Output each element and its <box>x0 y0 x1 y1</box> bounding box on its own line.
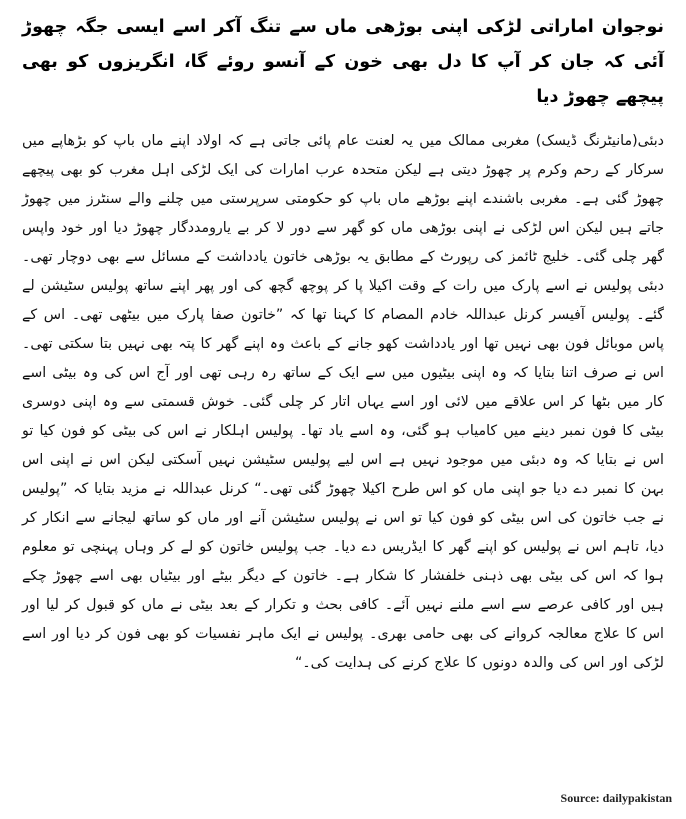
article-body: دبئی(مانیٹرنگ ڈیسک) مغربی ممالک میں یہ لعنت عام پائی جاتی ہے کہ اولاد اپنے ماں باپ کو بڑھاپے میں سرکار کے رحم وکرم پر چھوڑ دیتی ہے لیکن متحدہ عرب امارات کی ایک لڑکی اہل مغرب کو بھی پیچھے چھوڑ گئی ہے۔ مغربی باشندے اپنے بوڑھے ماں باپ کو حکومتی سرپرستی میں چلنے والے سنٹرز میں چھوڑ جاتے ہیں لیکن اس لڑکی نے اپنی بوڑھی ماں کو گھر سے دور لا کر بے یارومددگار چھوڑ دیا اور خود واپس گھر چلی گئی۔ خلیج ٹائمز کی رپورٹ کے مطابق یہ بوڑھی خاتون یادداشت کے مسائل سے بھی دوچار تھی۔ دبئی پولیس نے اسے پارک میں رات کے وقت اکیلا پا کر پوچھ گچھ کی اور پھر اپنے ساتھ پولیس سٹیشن لے گئے۔ پولیس آفیسر کرنل عبداللہ خادم المصام کا کہنا تھا کہ ”خاتون صفا پارک میں بیٹھی تھی۔ اس کے پاس موبائل فون بھی نہیں تھا اور یادداشت کھو جانے کے باعث وہ اپنے گھر کا پتہ بھی نہیں بتا سکتی تھی۔ اس نے صرف اتنا بتایا کہ وہ اپنی بیٹیوں میں سے ایک کے ساتھ رہ رہی تھی اور آج اس کی وہ بیٹی اسے کار میں بٹھا کر اس علاقے میں لائی اور اسے یہاں اتار کر چلی گئی۔ خوش قسمتی سے وہ اپنی دوسری بیٹی کا فون نمبر دینے میں کامیاب ہو گئی، وہ اسے یاد تھا۔ پولیس اہلکار نے اس کی بیٹی کو فون کیا تو اس نے بتایا کہ وہ دبئی میں موجود نہیں ہے اس لیے پولیس سٹیشن نہیں آسکتی لیکن اس نے اپنی اس بہن کا نمبر دے دیا جو اپنی ماں کو اس طرح اکیلا چھوڑ گئی تھی۔“ کرنل عبداللہ نے مزید بتایا کہ ”پولیس نے جب خاتون کی اس بیٹی کو فون کیا تو اس نے پولیس سٹیشن آنے اور ماں کو ساتھ لیجانے سے انکار کر دیا، تاہم اس نے پولیس کو اپنے گھر کا ایڈریس دے دیا۔ جب پولیس خاتون کو لے کر وہاں پہنچی تو معلوم ہوا کہ اس کی بیٹی بھی ذہنی خلفشار کا شکار ہے۔ خاتون کے دیگر بیٹے اور بیٹیاں بھی اسے چھوڑ چکے ہیں اور کافی عرصے سے اسے ملنے نہیں آئے۔ کافی بحث و تکرار کے بعد بیٹی نے ماں کو قبول کر لیا اور اس کا علاج معالجہ کروانے کی بھی حامی بھری۔ پولیس نے ایک ماہر نفسیات کو بھی فون کر دیا اور اسے لڑکی اور اس کی والدہ دونوں کا علاج کرنے کی ہدایت کی۔“ <box>22 133 664 671</box>
source-credit: Source: dailypakistan <box>560 791 672 805</box>
article-headline: نوجوان اماراتی لڑکی اپنی بوڑھی ماں سے تنگ آکر اسے ایسی جگہ چھوڑ آئی کہ جان کر آپ کا دل بھی خون کے آنسو روئے گا، انگریزوں کو بھی پیچھے چھوڑ دیا <box>22 17 664 107</box>
